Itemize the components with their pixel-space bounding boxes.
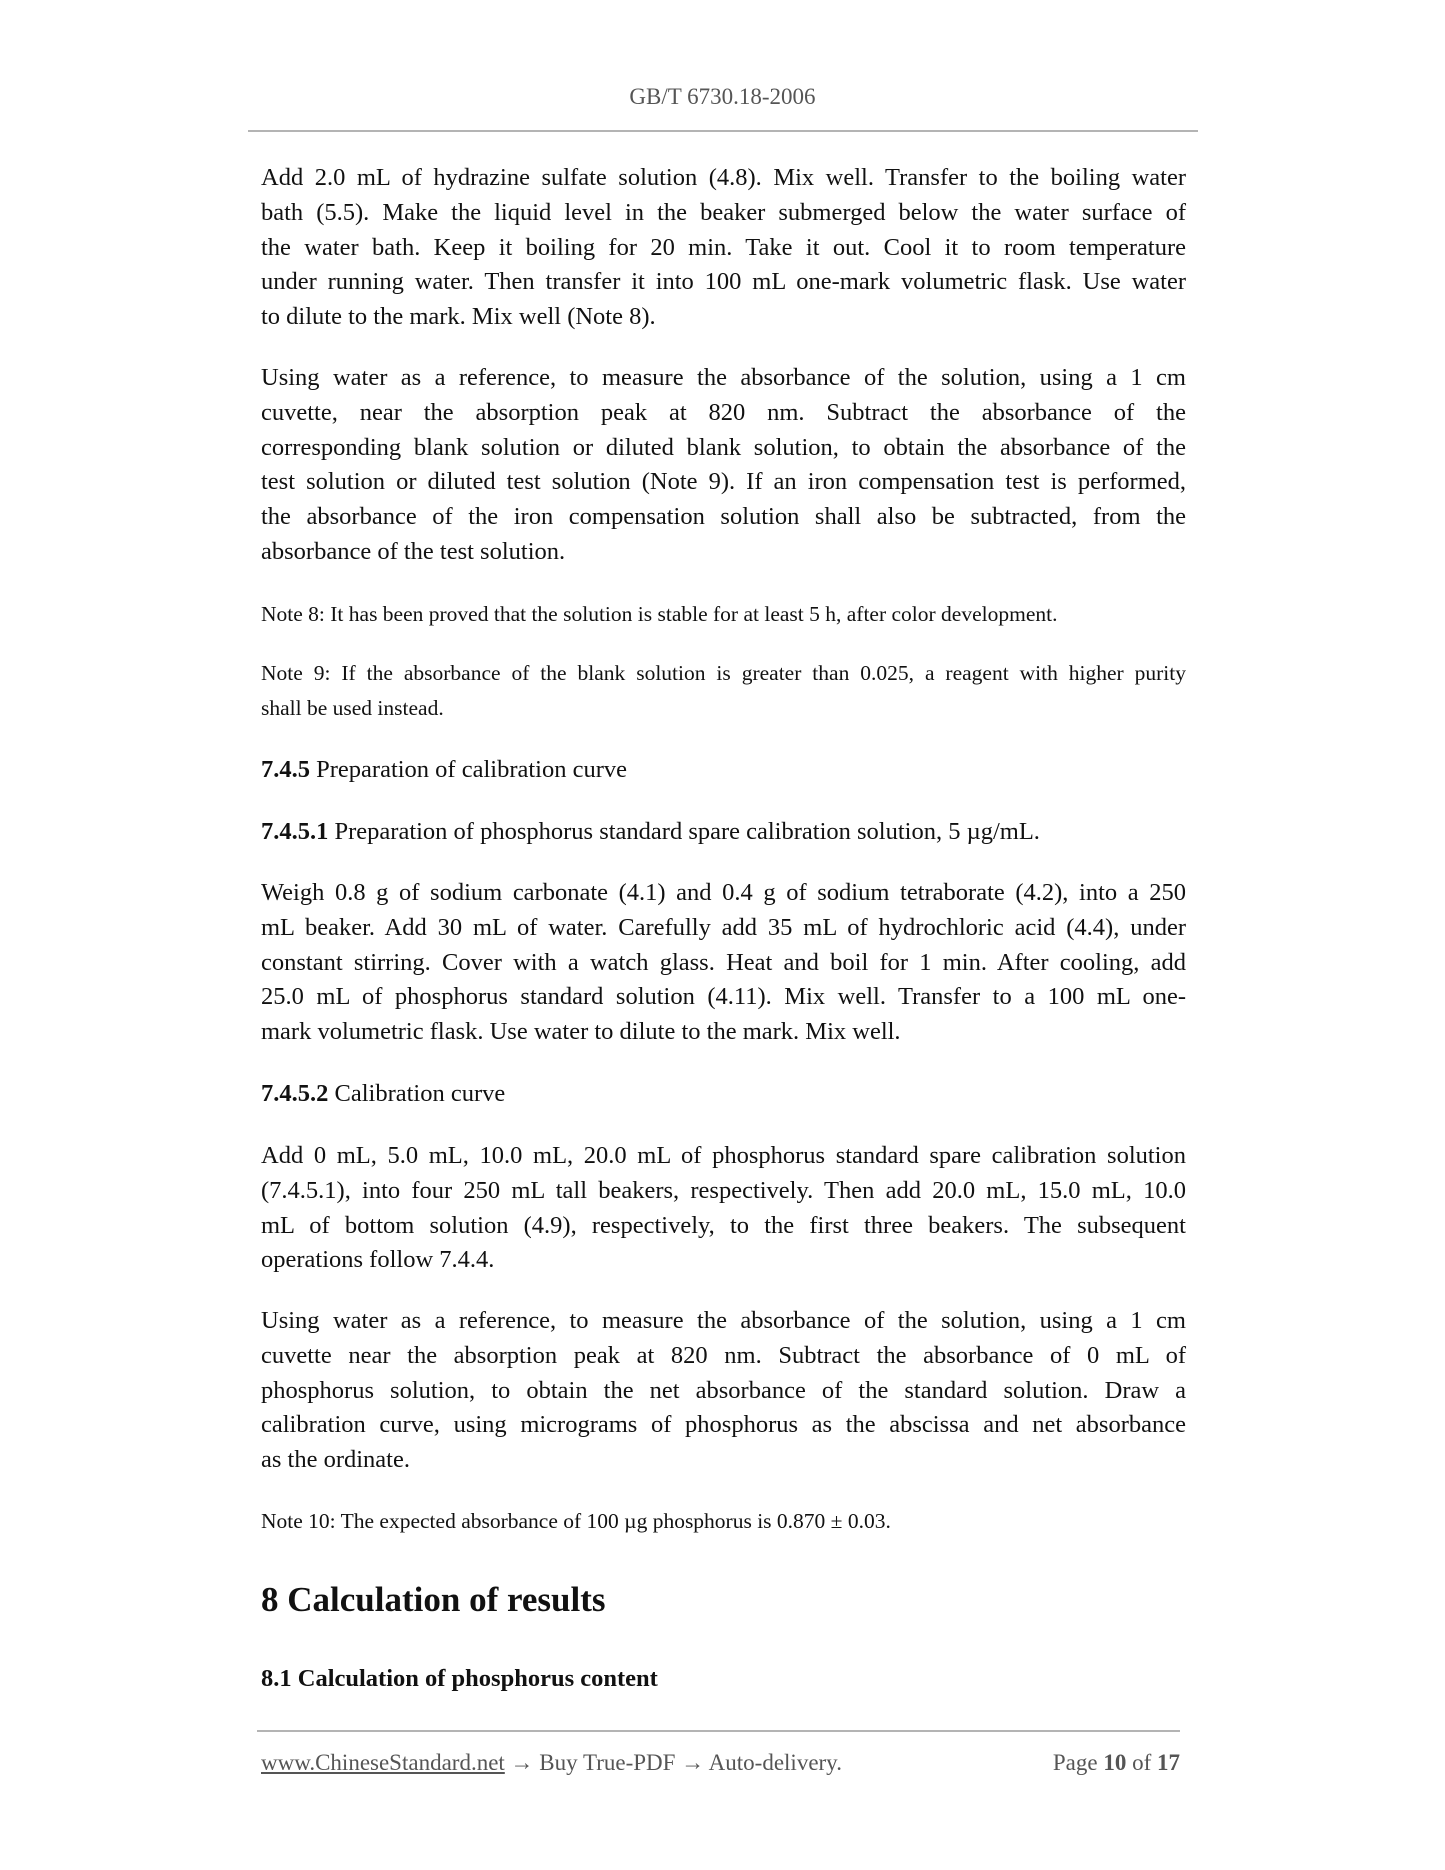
text-line: phosphorus solution, to obtain the net absorbance of the standard solution. Draw a <box>261 1376 1186 1404</box>
text-line: under running water. Then transfer it into 100 mL one-mark volumetric flask. Use water <box>261 268 1186 296</box>
text-line: cuvette, near the absorption peak at 820 nm. Subtract the absorbance of the <box>261 398 1186 426</box>
text-line: to dilute to the mark. Mix well (Note 8). <box>261 303 656 331</box>
website-link[interactable]: www.ChineseStandard.net <box>261 1750 505 1775</box>
header-divider <box>248 130 1198 132</box>
text-line: corresponding blank solution or diluted blank solution, to obtain the absorbance of the <box>261 433 1186 461</box>
document-header-id: GB/T 6730.18-2006 <box>629 84 816 109</box>
text-line: the absorbance of the iron compensation solution shall also be subtracted, from the <box>261 503 1186 531</box>
text-line: (7.4.5.1), into four 250 mL tall beakers, respectively. Then add 20.0 mL, 15.0 mL, 10.0 <box>261 1176 1186 1204</box>
section-7-4-5-heading <box>261 753 1186 787</box>
note-10 <box>261 1504 1186 1539</box>
text-line: mL of bottom solution (4.9), respectively, to the first three beakers. The subsequent <box>261 1211 1186 1239</box>
page-footer <box>261 1750 1180 1776</box>
text-line: 25.0 mL of phosphorus standard solution (4.11). Mix well. Transfer to a 100 mL one- <box>261 983 1186 1011</box>
section-8-1-heading: 8.1 Calculation of phosphorus content <box>261 1665 658 1692</box>
paragraph-calibration-measurement <box>261 1304 1186 1478</box>
text-line: Note 9: If the absorbance of the blank solution is greater than 0.025, a reagent with higher purity <box>261 661 1186 685</box>
text-line: test solution or diluted test solution (Note 9). If an iron compensation test is performed, <box>261 468 1186 496</box>
section-number: 7.4.5 <box>261 756 310 783</box>
text-line: shall be used instead. <box>261 696 444 720</box>
text-line: the water bath. Keep it boiling for 20 min. Take it out. Cool it to room temperature <box>261 233 1186 261</box>
footer-divider <box>257 1730 1180 1732</box>
section-number: 7.4.5.1 <box>261 818 329 845</box>
text-line: Note 10: The expected absorbance of 100 µg phosphorus is 0.870 ± 0.03. <box>261 1509 891 1533</box>
text-line: mL beaker. Add 30 mL of water. Carefully add 35 mL of hydrochloric acid (4.4), under <box>261 913 1186 941</box>
page-total: 17 <box>1157 1750 1180 1775</box>
text-line: Using water as a reference, to measure the absorbance of the solution, using a 1 cm <box>261 364 1186 391</box>
section-title: Calibration curve <box>328 1080 506 1107</box>
text-line: Weigh 0.8 g of sodium carbonate (4.1) and 0.4 g of sodium tetraborate (4.2), into a 250 <box>261 879 1186 906</box>
note-9 <box>261 656 1186 726</box>
paragraph-spare-solution-prep <box>261 876 1186 1050</box>
paragraph-color-development <box>261 161 1186 335</box>
section-7-4-5-2-heading <box>261 1077 1186 1111</box>
paragraph-absorbance-measurement <box>261 361 1186 570</box>
section-title: Preparation of calibration curve <box>310 756 628 783</box>
text-line: Add 2.0 mL of hydrazine sulfate solution (4.8). Mix well. Transfer to the boiling water <box>261 164 1186 191</box>
text-line: absorbance of the test solution. <box>261 537 566 565</box>
text-line: calibration curve, using micrograms of phosphorus as the abscissa and net absorbance <box>261 1411 1186 1439</box>
section-7-4-5-1-heading <box>261 815 1186 849</box>
text-line: mark volumetric flask. Use water to dilute to the mark. Mix well. <box>261 1018 901 1046</box>
section-title: Preparation of phosphorus standard spare calibration solution, 5 µg/mL. <box>328 818 1040 845</box>
of-label: of <box>1126 1750 1157 1775</box>
page-number: 10 <box>1103 1750 1127 1775</box>
text-line: Add 0 mL, 5.0 mL, 10.0 mL, 20.0 mL of phosphorus standard spare calibration solution <box>261 1142 1186 1169</box>
buy-pdf-text: → Buy True-PDF <box>504 1750 682 1775</box>
text-line: cuvette near the absorption peak at 820 nm. Subtract the absorbance of 0 mL of <box>261 1341 1186 1369</box>
page-label: Page <box>1052 1750 1104 1775</box>
auto-delivery-text: → Auto-delivery. <box>681 1750 842 1775</box>
text-line: Using water as a reference, to measure the absorbance of the solution, using a 1 cm <box>261 1307 1186 1334</box>
text-line: bath (5.5). Make the liquid level in the beaker submerged below the water surface of <box>261 198 1186 226</box>
text-line: as the ordinate. <box>261 1446 410 1474</box>
text-line: constant stirring. Cover with a watch glass. Heat and boil for 1 min. After cooling, add <box>261 948 1186 976</box>
paragraph-calibration-procedure <box>261 1139 1186 1278</box>
section-8-heading: 8 Calculation of results <box>261 1580 606 1619</box>
page-indicator <box>1053 1750 1180 1776</box>
text-line: operations follow 7.4.4. <box>261 1246 495 1274</box>
section-number: 7.4.5.2 <box>261 1080 329 1107</box>
text-line: Note 8: It has been proved that the solution is stable for at least 5 h, after color development. <box>261 602 1058 626</box>
note-8 <box>261 597 1186 632</box>
